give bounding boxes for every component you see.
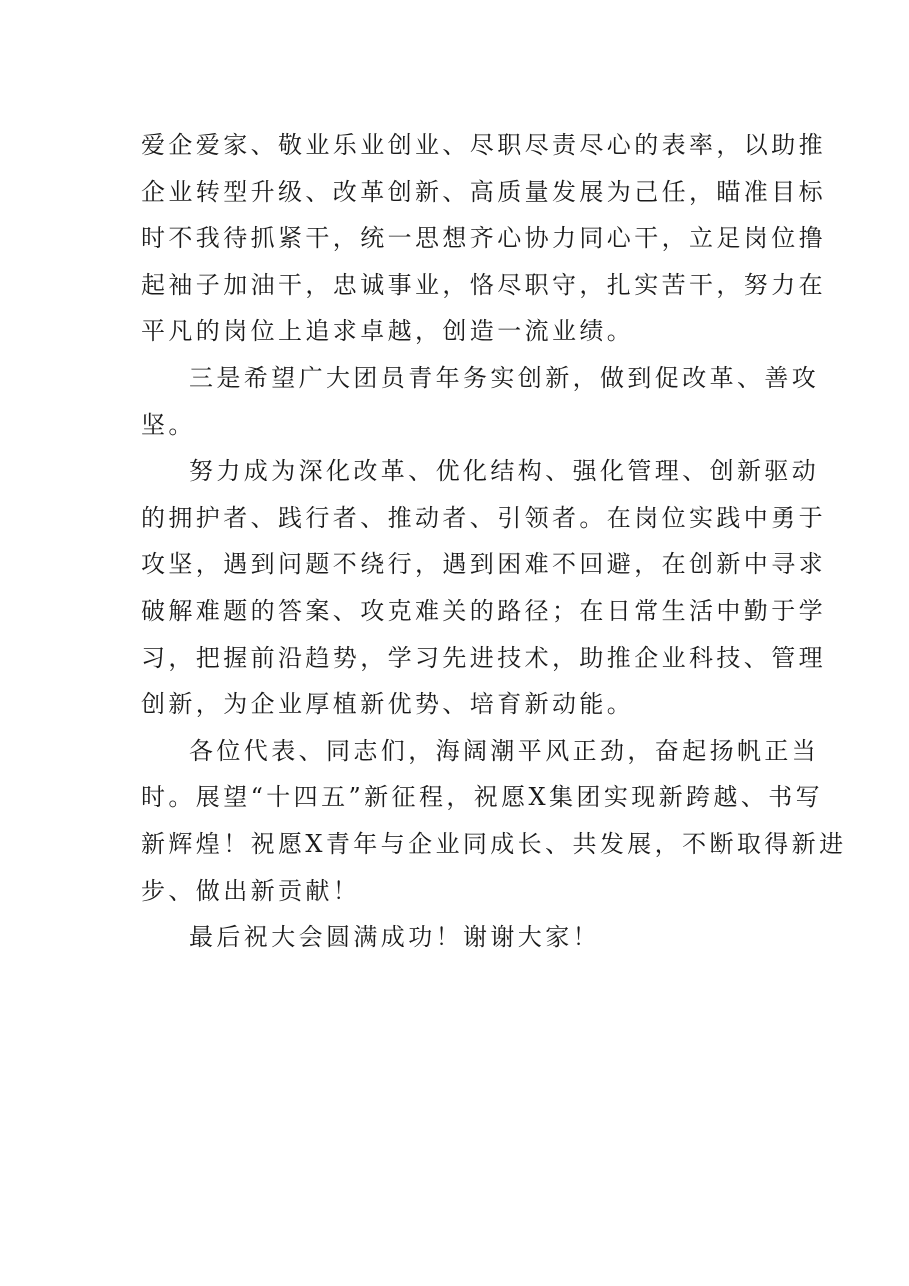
text-line: 企业转型升级、改革创新、高质量发展为己任，瞄准目标 xyxy=(141,177,826,206)
text-line: 三是希望广大团员青年务实创新，做到促改革、善攻 xyxy=(189,363,820,392)
text-line: 各位代表、同志们，海阔潮平风正劲，奋起扬帆正当 xyxy=(189,736,820,765)
text-line: 努力成为深化改革、优化结构、强化管理、创新驱动 xyxy=(189,457,820,486)
text-line: 创新，为企业厚植新优势、培育新动能。 xyxy=(141,690,635,719)
text-line: 的拥护者、践行者、推动者、引领者。在岗位实践中勇于 xyxy=(141,503,826,532)
text-line: 平凡的岗位上追求卓越，创造一流业绩。 xyxy=(141,317,635,346)
text-line: 起袖子加油干，忠诚事业，恪尽职守，扎实苦干，努力在 xyxy=(141,270,826,299)
text-line: 攻坚，遇到问题不绕行，遇到困难不回避，在创新中寻求 xyxy=(141,550,826,579)
text-line: 时不我待抓紧干，统一思想齐心协力同心干，立足岗位撸 xyxy=(141,224,826,253)
text-line: 时。展望“十四五”新征程，祝愿X集团实现新跨越、书写 xyxy=(141,783,824,812)
text-line: 步、做出新贡献！ xyxy=(141,876,361,905)
text-line: 坚。 xyxy=(141,410,196,439)
text-line: 爱企爱家、敬业乐业创业、尽职尽责尽心的表率，以助推 xyxy=(141,131,826,159)
text-line: 习，把握前沿趋势，学习先进技术，助推企业科技、管理 xyxy=(141,643,826,672)
text-line: 新辉煌！祝愿X青年与企业同成长、共发展，不断取得新进 xyxy=(141,829,847,858)
text-line: 最后祝大会圆满成功！谢谢大家！ xyxy=(189,923,600,952)
document-body xyxy=(141,122,847,961)
text-line: 破解难题的答案、攻克难关的路径；在日常生活中勤于学 xyxy=(141,596,826,625)
